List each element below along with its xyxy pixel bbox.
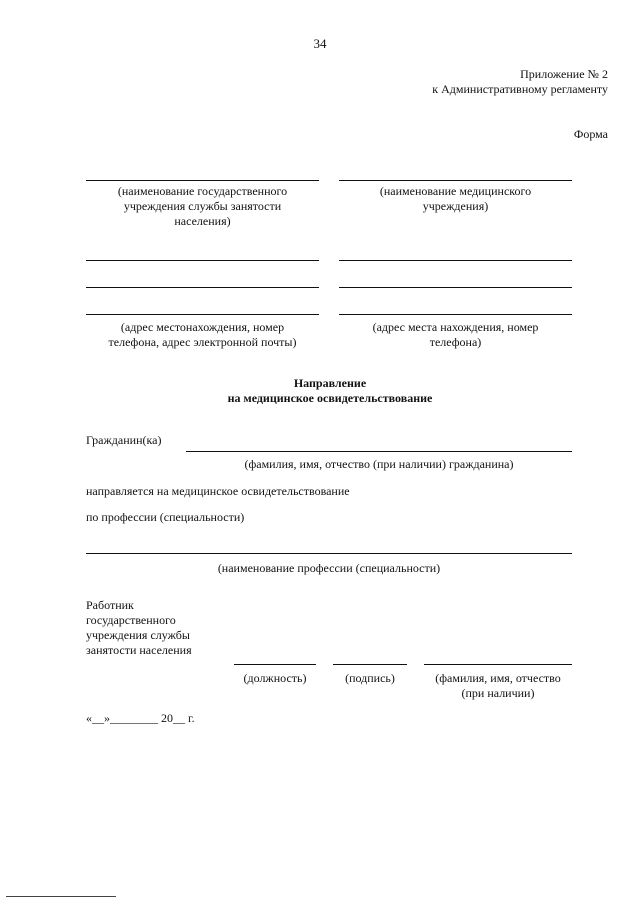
appendix-line-2: к Административному регламенту xyxy=(432,82,608,96)
right-org-line xyxy=(339,180,572,181)
worker-name-caption: (фамилия, имя, отчество (при наличии) xyxy=(435,671,561,700)
citizen-name-line xyxy=(186,451,572,452)
form-label: Форма xyxy=(573,127,608,141)
profession-line xyxy=(86,553,572,554)
document-title: Направление на медицинское освидетельствование xyxy=(227,376,433,405)
left-org-caption: (наименование государственного учреждения службы занятости населения) xyxy=(117,184,288,228)
citizen-label: Гражданин(ка) xyxy=(86,433,162,447)
citizen-caption: (фамилия, имя, отчество (при наличии) гражданина) xyxy=(244,457,514,471)
left-address-line-2 xyxy=(86,287,319,288)
referral-text: направляется на медицинское освидетельствование xyxy=(86,484,350,498)
signature-caption: (подпись) xyxy=(345,671,395,685)
signature-line xyxy=(333,664,407,665)
right-address-line-3 xyxy=(339,314,572,315)
right-org-caption: (наименование медицинского учреждения) xyxy=(379,184,532,213)
left-address-caption: (адрес местонахождения, номер телефона, адрес электронной почты) xyxy=(108,320,297,349)
page-number: 34 xyxy=(313,36,327,51)
profession-label: по профессии (специальности) xyxy=(86,510,245,524)
footnote-rule xyxy=(6,896,116,897)
position-caption: (должность) xyxy=(243,671,307,685)
left-address-line-1 xyxy=(86,260,319,261)
position-line xyxy=(234,664,316,665)
right-address-caption: (адрес места нахождения, номер телефона) xyxy=(372,320,539,349)
appendix-block xyxy=(308,67,608,97)
profession-caption: (наименование профессии (специальности) xyxy=(217,561,441,575)
date-line: «__»________ 20__ г. xyxy=(86,711,195,725)
left-address-line-3 xyxy=(86,314,319,315)
right-address-line-1 xyxy=(339,260,572,261)
right-address-line-2 xyxy=(339,287,572,288)
worker-name-line xyxy=(424,664,572,665)
appendix-line-1: Приложение № 2 xyxy=(520,67,608,81)
left-org-line xyxy=(86,180,319,181)
worker-label: Работник государственного учреждения службы занятости населения xyxy=(86,598,192,657)
